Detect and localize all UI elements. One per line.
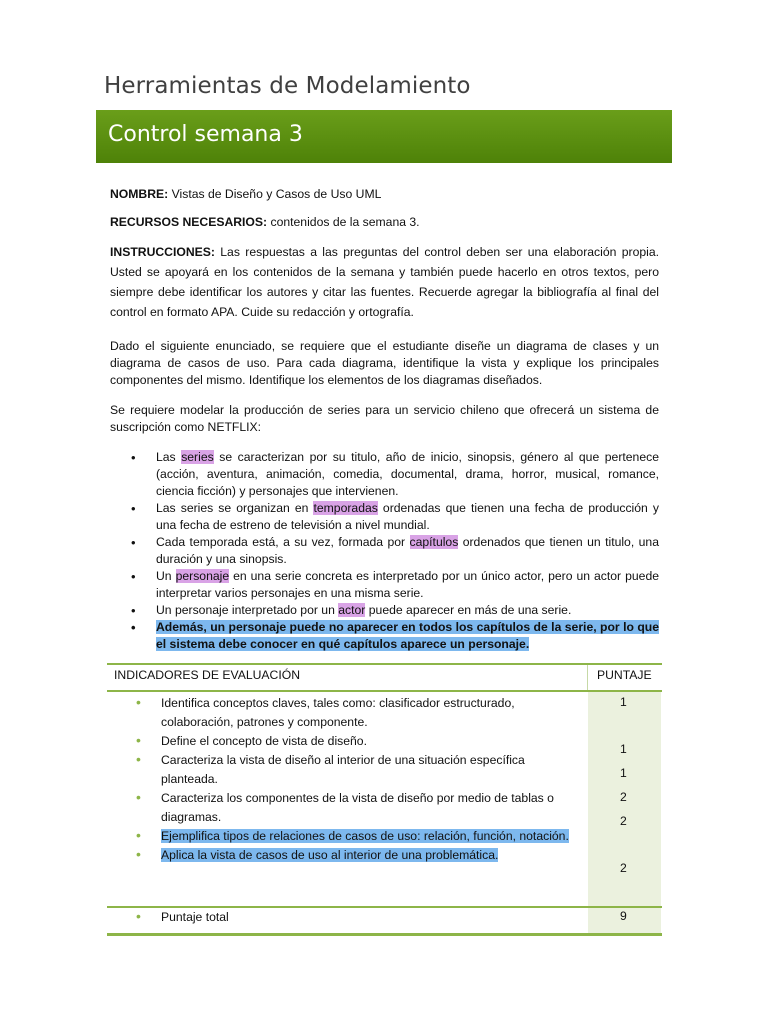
resources-line (110, 214, 659, 231)
table-top-rule (107, 663, 662, 665)
indicator-item: • Identifica conceptos claves, tales como: clasificador estructurado, colaboración, patrones y componente. (132, 694, 582, 732)
instructions-value: Las respuestas a las preguntas del control deben ser una elaboración propia. Usted se apoyará en los contenidos de la semana y también puede hacerlo en otros textos, pero siempre debe identificar los autores y citar las fuentes. Recuerde agregar la bibliografía al final del control en formato APA. Cuide su redacción y ortografía. (110, 245, 659, 319)
indicators-header: INDICADORES DE EVALUACIÓN (114, 668, 301, 682)
bullet-icon: • (136, 908, 141, 924)
score-value: 1 (620, 742, 627, 756)
indicator-item: • Caracteriza la vista de diseño al interior de una situación específica planteada. (132, 751, 582, 789)
indicator-item: • Caracteriza los componentes de la vista de diseño por medio de tablas o diagramas. (132, 789, 582, 827)
score-value: 2 (620, 814, 627, 828)
intro-paragraph: Dado el siguiente enunciado, se requiere que el estudiante diseñe un diagrama de clases y un diagrama de casos de uso. Para cada diagrama, identifique la vista y explique los principales componentes del mismo. Identifique los elementos de los diagramas diseñados. (110, 339, 659, 387)
highlight: actor (338, 603, 366, 617)
highlight: Ejemplifica tipos de relaciones de casos de uso: relación, función, notación. (161, 829, 569, 843)
table-bottom-rule (107, 933, 662, 936)
instructions-paragraph (110, 242, 659, 322)
highlight: capítulos (409, 535, 459, 549)
title-banner (96, 110, 672, 163)
list-item: • Las series se caracterizan por su titulo, año de inicio, sinopsis, género al que pertenece (acción, aventura, animación, comedia, documental, drama, horror, musical, romance, ciencia ficción) y personajes que intervienen. (110, 449, 659, 500)
list-item: • Las series se organizan en temporadas ordenadas que tienen una fecha de producción y una fecha de estreno de televisión a nivel mundial. (110, 500, 659, 534)
highlight: temporadas (313, 501, 378, 515)
indicator-item: • Define el concepto de vista de diseño. (132, 732, 582, 751)
instructions-label: INSTRUCCIONES: (110, 245, 215, 259)
requirements-list (110, 449, 659, 653)
score-header: PUNTAJE (597, 668, 652, 682)
course-title: Herramientas de Modelamiento (104, 73, 471, 99)
list-item (110, 619, 659, 653)
resources-value: contenidos de la semana 3. (267, 215, 420, 229)
total-label: Puntaje total (161, 910, 229, 924)
column-divider (587, 665, 588, 690)
header-rule (107, 690, 662, 692)
name-label: NOMBRE: (110, 187, 169, 201)
indicator-item (132, 827, 582, 846)
score-value: 2 (620, 861, 627, 875)
score-value: 2 (620, 790, 627, 804)
banner-title: Control semana 3 (108, 122, 303, 147)
highlight: Además, un personaje puede no aparecer en todos los capítulos de la serie, por lo que el sistema debe conocer en qué capítulos aparece un personaje. (156, 620, 659, 651)
highlight: personaje (175, 569, 230, 583)
list-item: • Un personaje en una serie concreta es interpretado por un único actor, pero un actor puede interpretar varios personajes en una misma serie. (110, 568, 659, 602)
indicators-list (132, 694, 582, 865)
total-rule (107, 906, 662, 908)
score-value: 1 (620, 695, 627, 709)
highlight: series (181, 450, 214, 464)
name-value: Vistas de Diseño y Casos de Uso UML (168, 187, 382, 201)
highlight: Aplica la vista de casos de uso al interior de una problemática. (161, 848, 499, 862)
scenario-paragraph: Se requiere modelar la producción de series para un servicio chileno que ofrecerá un sistema de suscripción como NETFLIX: (110, 403, 659, 434)
indicator-item (132, 846, 582, 865)
total-score: 9 (620, 909, 627, 923)
name-line (110, 186, 659, 203)
document-body (110, 186, 659, 653)
list-item: • Un personaje interpretado por un actor puede aparecer en más de una serie. (110, 602, 659, 619)
resources-label: RECURSOS NECESARIOS: (110, 215, 268, 229)
list-item: • Cada temporada está, a su vez, formada por capítulos ordenados que tienen un titulo, una duración y una sinopsis. (110, 534, 659, 568)
score-value: 1 (620, 766, 627, 780)
